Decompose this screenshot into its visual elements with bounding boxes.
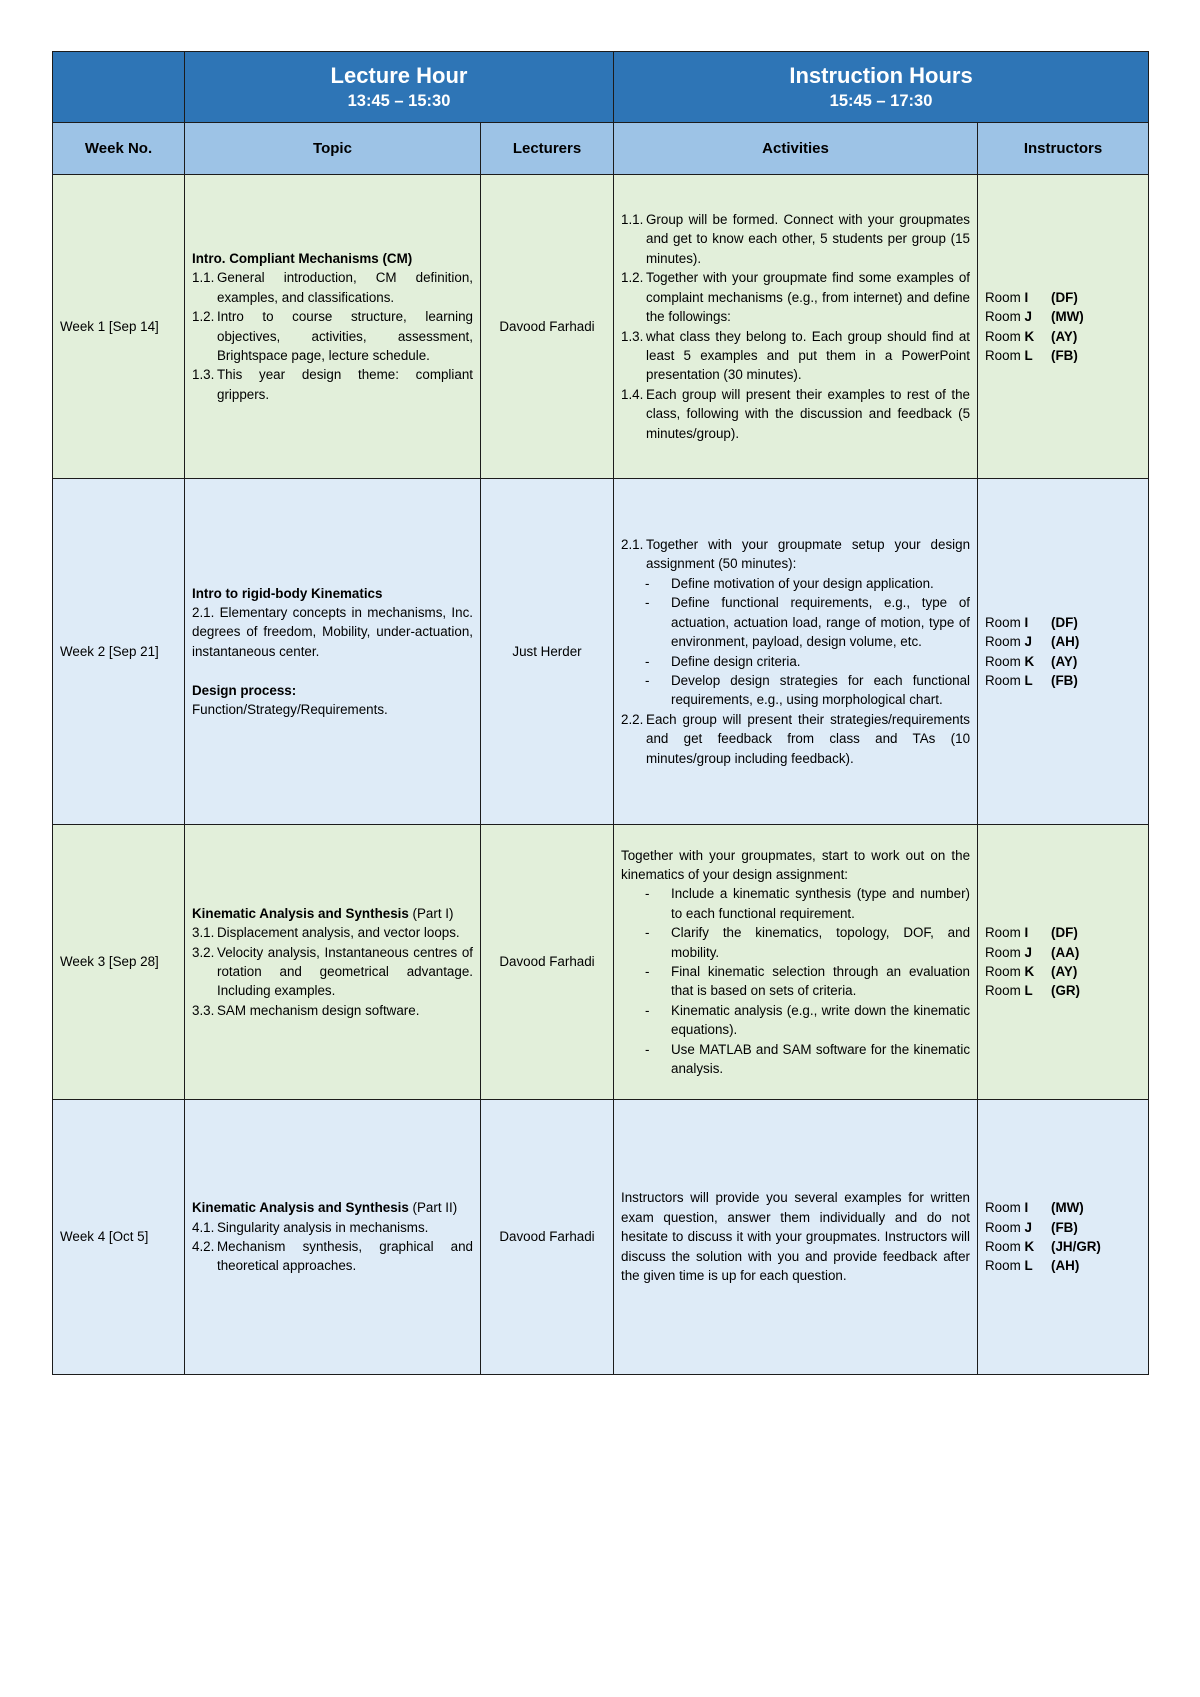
list-item: 2.2. Each group will present their strategies/requirements and get feedback from class and TAs (10 minutes/group including feedback). [621,711,971,766]
table-row [53,175,1149,479]
list-item: 3.1. Displacement analysis, and vector loops. [192,925,460,941]
instruction-hours-title: Instruction Hours [789,63,973,88]
list-item: 3.2. Velocity analysis, Instantaneous centres of rotation and geometrical advantage. Including examples. [192,944,473,999]
lecturer-cell: Davood Farhadi [481,825,614,1100]
week-cell: Week 3 [Sep 28] [53,825,185,1100]
instructors-cell [978,175,1149,479]
room-assignment: Room K (JH/GR) [985,1239,1101,1254]
activities-cell: Instructors will provide you several examples for written exam question, answer them individually and do not hesitate to discuss it with your groupmates. Instructors will discuss the solution with you and provide feedback after the given time is up for each question. [614,1100,978,1375]
room-assignment: Room J (MW) [985,309,1084,325]
list-item: - Include a kinematic synthesis (type and number) to each functional requirement. [645,886,971,921]
schedule-table [52,51,1149,1375]
room-assignment: Room I (DF) [985,614,1078,630]
activities-bullets [621,574,970,710]
week-cell: Week 4 [Oct 5] [53,1100,185,1375]
lecturer-cell: Just Herder [481,479,614,825]
room-assignment: Room L (FB) [985,347,1078,363]
activities-cell [614,825,978,1100]
activities-list [621,710,970,768]
list-item: 2.1. Together with your groupmate setup your design assignment (50 minutes): [621,537,971,572]
list-item: 1.2. Intro to course structure, learning objectives, activities, assessment, Brightspace page, lecture schedule. [192,309,473,363]
list-item: 1.1. Group will be formed. Connect with your groupmates and get to know each other, 5 students per group (15 minutes). [621,212,971,266]
room-assignment: Room K (AY) [985,653,1078,669]
column-header-topic: Topic [185,123,481,175]
topic-cell [185,825,481,1100]
activities-bullets [621,884,970,1078]
list-item: - Use MATLAB and SAM software for the kinematic analysis. [645,1041,971,1077]
activities-cell [614,479,978,825]
room-assignment: Room L (AH) [985,1258,1080,1274]
list-item: 1.3. what class they belong to. Each group should find at least 5 examples and put them in a PowerPoint presentation (30 minutes). [621,328,971,383]
topic-list [192,923,473,1020]
table-row [53,479,1149,825]
activities-cell [614,175,978,479]
instruction-hours-header [614,52,1149,123]
lecturer-cell: Davood Farhadi [481,175,614,479]
header-corner [53,52,185,123]
list-item: - Kinematic analysis (e.g., write down the kinematic equations). [645,1002,971,1038]
topic-text: 2.1. Elementary concepts in mechanisms, Inc. degrees of freedom, Mobility, under-actuation, instantaneous center. [192,604,473,659]
week-cell: Week 1 [Sep 14] [53,175,185,479]
topic-cell [185,1100,481,1375]
column-header-lecturers: Lecturers [481,123,614,175]
room-assignment: Room I (MW) [985,1200,1084,1216]
list-item: 4.1. Singularity analysis in mechanisms. [192,1219,429,1235]
instruction-hours-time: 15:45 – 17:30 [829,92,933,110]
instructors-cell [978,1100,1149,1375]
list-item: 3.3. SAM mechanism design software. [192,1002,420,1018]
list-item: - Define functional requirements, e.g., type of actuation, actuation load, range of motion, type of environment, payload, design volume, etc. [645,595,971,650]
room-assignment: Room L (GR) [985,983,1081,999]
column-header-week: Week No. [53,123,185,175]
room-assignment: Room I (DF) [985,925,1078,941]
week-cell: Week 2 [Sep 21] [53,479,185,825]
list-item: 4.2. Mechanism synthesis, graphical and theoretical approaches. [192,1239,473,1274]
lecture-hour-title: Lecture Hour [330,63,468,88]
topic-title: Intro. Compliant Mechanisms (CM) [192,250,413,266]
list-item: - Define design criteria. [645,653,801,669]
topic-cell [185,479,481,825]
list-item: 1.3. This year design theme: compliant grippers. [192,367,473,402]
lecture-hour-header [185,52,614,123]
lecturer-cell: Davood Farhadi [481,1100,614,1375]
table-row [53,825,1149,1100]
activities-list [621,210,970,443]
activities-list [621,535,970,574]
room-assignment: Room K (AY) [985,328,1078,344]
list-item: - Define motivation of your design application. [645,575,934,591]
list-item: - Clarify the kinematics, topology, DOF, and mobility. [645,925,971,960]
list-item: - Final kinematic selection through an evaluation that is based on sets of criteria. [645,964,971,999]
room-assignment: Room K (AY) [985,964,1078,979]
instructors-cell [978,825,1149,1100]
activities-intro: Together with your groupmates, start to work out on the kinematics of your design assignment: [621,847,971,882]
table-row [53,1100,1149,1375]
room-assignment: Room I (DF) [985,289,1078,305]
topic-text: Function/Strategy/Requirements. [192,702,388,717]
room-assignment: Room J (FB) [985,1219,1078,1235]
list-item: 1.4. Each group will present their examples to rest of the class, following with the discussion and feedback (5 minutes/group). [621,386,971,441]
room-assignment: Room L (FB) [985,672,1078,688]
list-item: - Develop design strategies for each functional requirements, e.g., using morphological chart. [645,672,971,708]
topic-subtitle: Design process: [192,682,297,698]
topic-list [192,1218,473,1276]
room-assignment: Room J (AA) [985,944,1080,960]
topic-title: Intro to rigid-body Kinematics [192,585,383,601]
list-item: 1.2. Together with your groupmate find some examples of complaint mechanisms (e.g., from internet) and define the followings: [621,270,971,325]
topic-list [192,268,473,404]
topic-title: Kinematic Analysis and Synthesis (Part I) [192,905,454,921]
instructors-cell [978,479,1149,825]
room-assignment: Room J (AH) [985,634,1080,650]
topic-cell [185,175,481,479]
column-header-instructors: Instructors [978,123,1149,175]
list-item: 1.1. General introduction, CM definition, examples, and classifications. [192,270,473,305]
lecture-hour-time: 13:45 – 15:30 [347,92,451,110]
column-header-activities: Activities [614,123,978,175]
topic-title: Kinematic Analysis and Synthesis (Part II) [192,1200,458,1216]
